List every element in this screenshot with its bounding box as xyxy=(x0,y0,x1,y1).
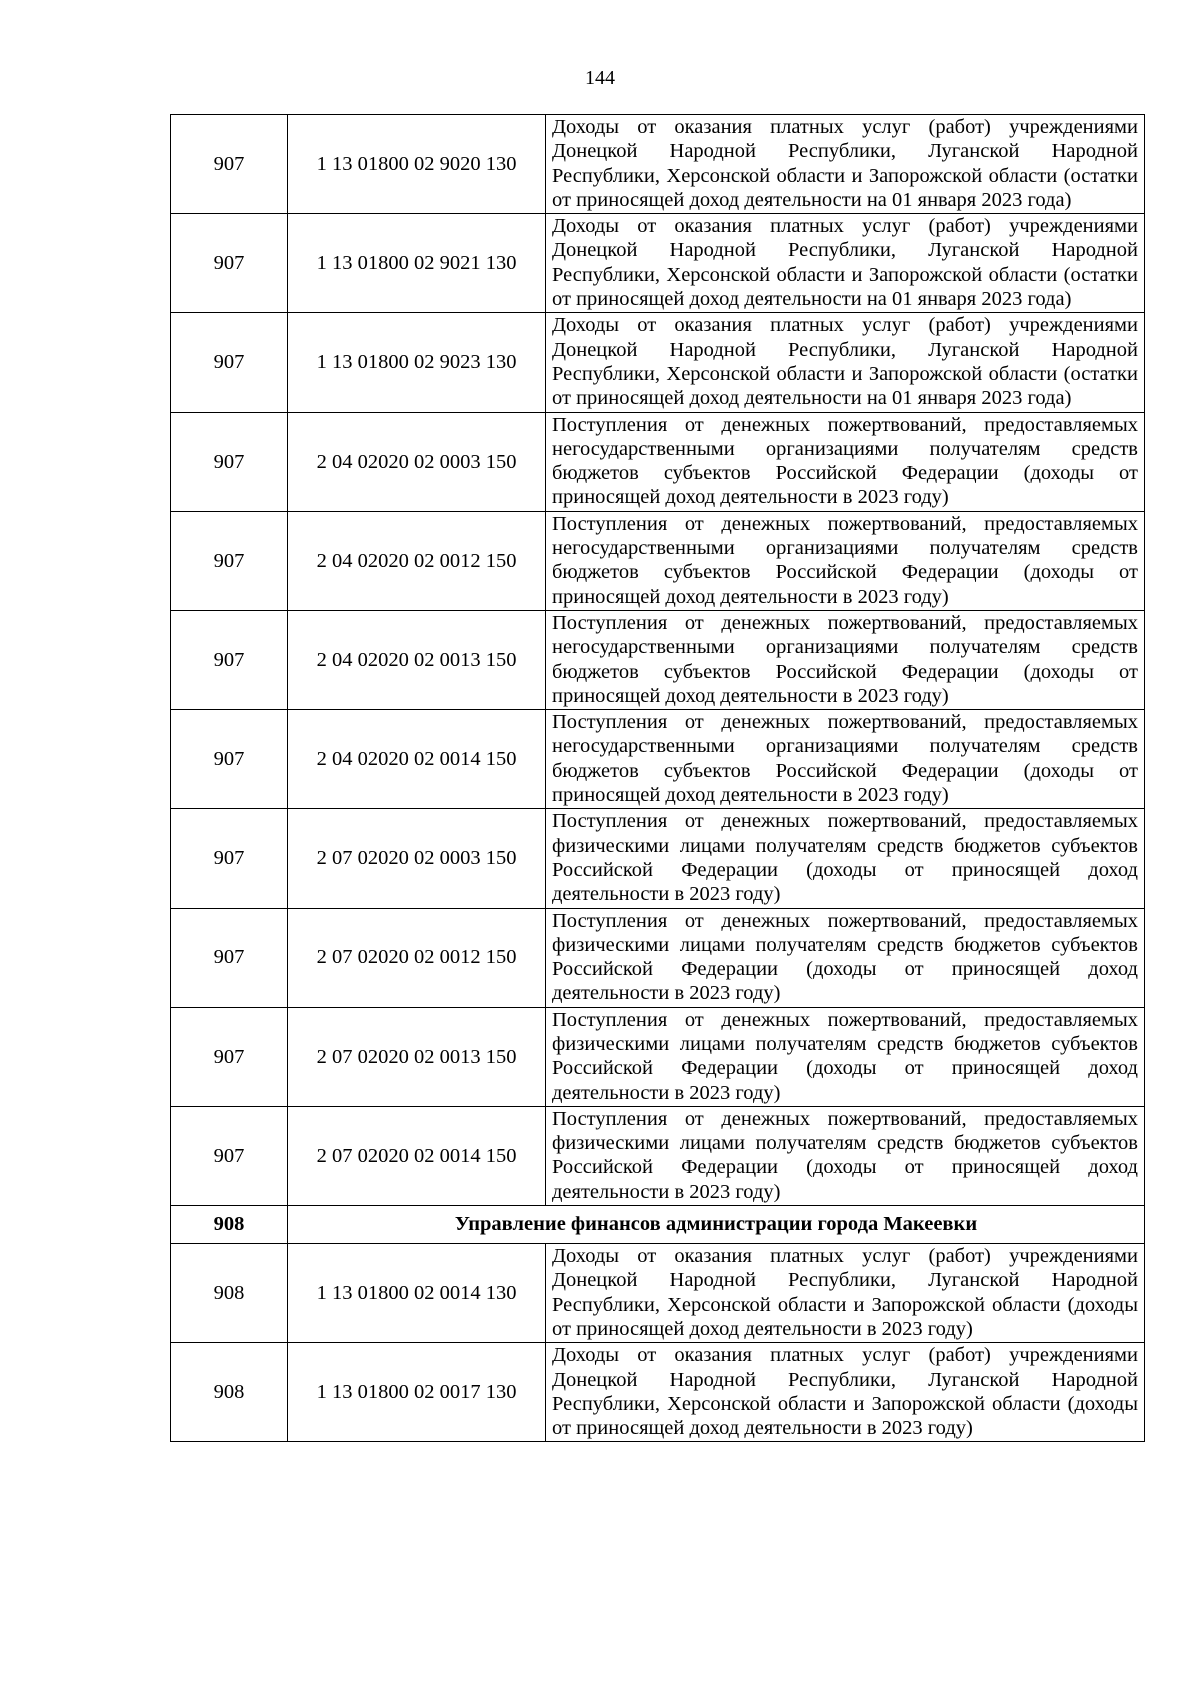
section-admin-code: 908 xyxy=(171,1206,288,1244)
revenue-code-cell: 1 13 01800 02 9020 130 xyxy=(288,115,546,214)
admin-code-cell: 907 xyxy=(171,908,288,1007)
revenue-code-cell: 2 07 02020 02 0013 150 xyxy=(288,1007,546,1106)
description-cell: Поступления от денежных пожертвований, предоставляемых физическими лицами получателям средств бюджетов субъектов Российской Федерации (доходы от приносящей доход деятельности в 2023 году) xyxy=(546,1007,1145,1106)
description-cell: Доходы от оказания платных услуг (работ) учреждениями Донецкой Народной Республики, Луганской Народной Республики, Херсонской области и Запорожской области (остатки от приносящей доход деятельности на 01 января 2023 года) xyxy=(546,214,1145,313)
admin-code-cell: 907 xyxy=(171,511,288,610)
section-title: Управление финансов администрации города Макеевки xyxy=(288,1206,1145,1244)
description-cell: Доходы от оказания платных услуг (работ) учреждениями Донецкой Народной Республики, Луганской Народной Республики, Херсонской области и Запорожской области (остатки от приносящей доход деятельности на 01 января 2023 года) xyxy=(546,115,1145,214)
table-row xyxy=(171,1106,1145,1205)
page-number: 144 xyxy=(585,67,615,89)
table-row xyxy=(171,115,1145,214)
description-cell: Поступления от денежных пожертвований, предоставляемых негосударственными организациями получателям средств бюджетов субъектов Российской Федерации (доходы от приносящей доход деятельности в 2023 году) xyxy=(546,610,1145,709)
revenue-codes-table xyxy=(170,114,1145,1442)
admin-code-cell: 908 xyxy=(171,1343,288,1442)
admin-code-cell: 907 xyxy=(171,214,288,313)
admin-code-cell: 907 xyxy=(171,1007,288,1106)
table-row xyxy=(171,1244,1145,1343)
table-row xyxy=(171,908,1145,1007)
admin-code-cell: 907 xyxy=(171,610,288,709)
revenue-code-cell: 2 04 02020 02 0013 150 xyxy=(288,610,546,709)
description-cell: Поступления от денежных пожертвований, предоставляемых негосударственными организациями получателям средств бюджетов субъектов Российской Федерации (доходы от приносящей доход деятельности в 2023 году) xyxy=(546,710,1145,809)
revenue-code-cell: 2 04 02020 02 0014 150 xyxy=(288,710,546,809)
section-header-row xyxy=(171,1206,1145,1244)
revenue-code-cell: 2 07 02020 02 0014 150 xyxy=(288,1106,546,1205)
description-cell: Поступления от денежных пожертвований, предоставляемых негосударственными организациями получателям средств бюджетов субъектов Российской Федерации (доходы от приносящей доход деятельности в 2023 году) xyxy=(546,412,1145,511)
revenue-code-cell: 2 07 02020 02 0003 150 xyxy=(288,809,546,908)
description-cell: Поступления от денежных пожертвований, предоставляемых физическими лицами получателям средств бюджетов субъектов Российской Федерации (доходы от приносящей доход деятельности в 2023 году) xyxy=(546,1106,1145,1205)
table-row xyxy=(171,610,1145,709)
description-cell: Доходы от оказания платных услуг (работ) учреждениями Донецкой Народной Республики, Луганской Народной Республики, Херсонской области и Запорожской области (доходы от приносящей доход деятельности в 2023 году) xyxy=(546,1244,1145,1343)
table-row xyxy=(171,809,1145,908)
description-cell: Поступления от денежных пожертвований, предоставляемых физическими лицами получателям средств бюджетов субъектов Российской Федерации (доходы от приносящей доход деятельности в 2023 году) xyxy=(546,809,1145,908)
admin-code-cell: 907 xyxy=(171,115,288,214)
revenue-code-cell: 2 04 02020 02 0012 150 xyxy=(288,511,546,610)
admin-code-cell: 907 xyxy=(171,412,288,511)
description-cell: Доходы от оказания платных услуг (работ) учреждениями Донецкой Народной Республики, Луганской Народной Республики, Херсонской области и Запорожской области (доходы от приносящей доход деятельности в 2023 году) xyxy=(546,1343,1145,1442)
description-cell: Поступления от денежных пожертвований, предоставляемых негосударственными организациями получателям средств бюджетов субъектов Российской Федерации (доходы от приносящей доход деятельности в 2023 году) xyxy=(546,511,1145,610)
revenue-code-cell: 1 13 01800 02 9023 130 xyxy=(288,313,546,412)
table-row xyxy=(171,214,1145,313)
table-row xyxy=(171,1343,1145,1442)
admin-code-cell: 907 xyxy=(171,809,288,908)
revenue-code-cell: 1 13 01800 02 9021 130 xyxy=(288,214,546,313)
revenue-code-cell: 1 13 01800 02 0014 130 xyxy=(288,1244,546,1343)
table-row xyxy=(171,1007,1145,1106)
description-cell: Доходы от оказания платных услуг (работ) учреждениями Донецкой Народной Республики, Луганской Народной Республики, Херсонской области и Запорожской области (остатки от приносящей доход деятельности на 01 января 2023 года) xyxy=(546,313,1145,412)
admin-code-cell: 908 xyxy=(171,1244,288,1343)
admin-code-cell: 907 xyxy=(171,710,288,809)
revenue-code-cell: 2 04 02020 02 0003 150 xyxy=(288,412,546,511)
table-row xyxy=(171,710,1145,809)
table-row xyxy=(171,313,1145,412)
description-cell: Поступления от денежных пожертвований, предоставляемых физическими лицами получателям средств бюджетов субъектов Российской Федерации (доходы от приносящей доход деятельности в 2023 году) xyxy=(546,908,1145,1007)
table-row xyxy=(171,511,1145,610)
admin-code-cell: 907 xyxy=(171,1106,288,1205)
revenue-code-cell: 1 13 01800 02 0017 130 xyxy=(288,1343,546,1442)
table-row xyxy=(171,412,1145,511)
revenue-code-cell: 2 07 02020 02 0012 150 xyxy=(288,908,546,1007)
admin-code-cell: 907 xyxy=(171,313,288,412)
